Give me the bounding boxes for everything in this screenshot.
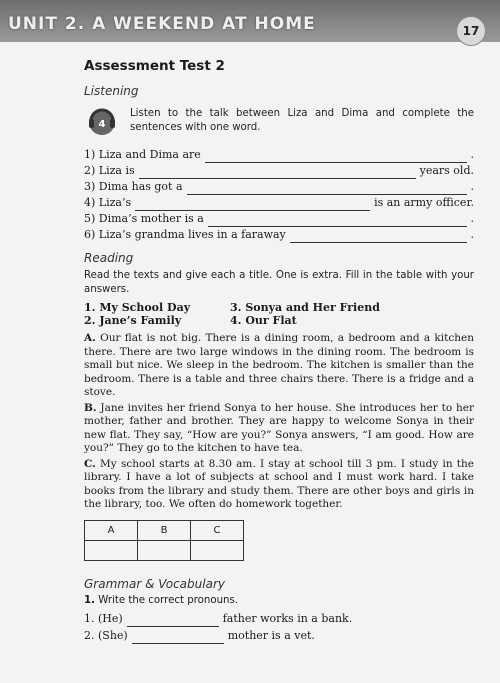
answer-cell-c[interactable] — [191, 540, 244, 560]
reading-texts — [84, 332, 474, 512]
title-option-4: 4. Our Flat — [230, 314, 297, 327]
reading-heading: Reading — [84, 251, 134, 265]
answer-blank[interactable] — [135, 199, 370, 211]
title-option-1: 1. My School Day — [84, 301, 191, 314]
text-b: B. Jane invites her friend Sonya to her house. She introduces her to her mother, father and brother. They are happy to welcome Sonya in their new flat. They say, “How are you?” Sonya answers, “I am good. How are you?” They go to the kitchen to have tea. — [84, 401, 474, 454]
answer-blank[interactable] — [208, 215, 467, 227]
listening-item-1: 1) Liza and Dima are . — [84, 148, 474, 161]
answer-blank[interactable] — [187, 183, 467, 195]
grammar-items — [84, 610, 474, 644]
listening-item-5: 5) Dima’s mother is a . — [84, 212, 474, 225]
listening-heading: Listening — [84, 84, 139, 98]
audio-track-icon — [86, 105, 118, 137]
grammar-exercise-title: 1. Write the correct pronouns. — [84, 594, 239, 606]
answer-blank[interactable] — [139, 167, 416, 179]
answer-blank[interactable] — [290, 231, 467, 243]
listening-item-4: 4) Liza’s is an army officer. — [84, 196, 474, 209]
text-a: A. Our flat is not big. There is a dining room, a bedroom and a kitchen there. There are two large windows in the dining room. The bedroom is small but nice. We sleep in the bedroom. The kitchen is smaller than the bedroom. There is a table and three chairs there. There is a fridge and a stove. — [84, 332, 474, 398]
reading-instruction: Read the texts and give each a title. One is extra. Fill in the table with your answers. — [84, 270, 474, 295]
unit-title: UNIT 2. A WEEKEND AT HOME — [8, 14, 316, 34]
listening-item-3: 3) Dima has got a . — [84, 180, 474, 193]
answer-blank[interactable] — [127, 615, 219, 627]
listening-instruction: Listen to the talk between Liza and Dima and complete the sentences with one word. — [130, 108, 474, 133]
listening-items — [84, 147, 474, 243]
table-header-a: A — [85, 520, 138, 540]
title-option-2: 2. Jane’s Family — [84, 314, 182, 327]
answer-table — [84, 520, 244, 561]
test-title: Assessment Test 2 — [84, 58, 225, 74]
grammar-item-1: 1. (He) father works in a bank. — [84, 611, 353, 625]
grammar-item-2: 2. (She) mother is a vet. — [84, 628, 315, 642]
content — [84, 58, 474, 644]
answer-cell-b[interactable] — [138, 540, 191, 560]
table-header-b: B — [138, 520, 191, 540]
listening-item-6: 6) Liza’s grandma lives in a faraway . — [84, 228, 474, 241]
text-c: C. My school starts at 8.30 am. I stay at school till 3 pm. I study in the library. I have a lot of subjects at school and I must work hard. I take books from the library and study them. There are other boys and girls in the library, too. We often do homework together. — [84, 457, 474, 510]
listening-instruction-row — [84, 103, 474, 145]
listening-item-2: 2) Liza is years old. — [84, 164, 474, 177]
answer-blank[interactable] — [132, 632, 224, 644]
page-number: 17 — [456, 16, 486, 46]
answer-blank[interactable] — [205, 151, 467, 163]
table-header-c: C — [191, 520, 244, 540]
unit-banner — [0, 0, 500, 42]
title-option-3: 3. Sonya and Her Friend — [230, 301, 380, 314]
answer-cell-a[interactable] — [85, 540, 138, 560]
track-number: 4 — [98, 119, 106, 130]
title-options — [84, 301, 474, 327]
grammar-heading: Grammar & Vocabulary — [84, 576, 225, 591]
